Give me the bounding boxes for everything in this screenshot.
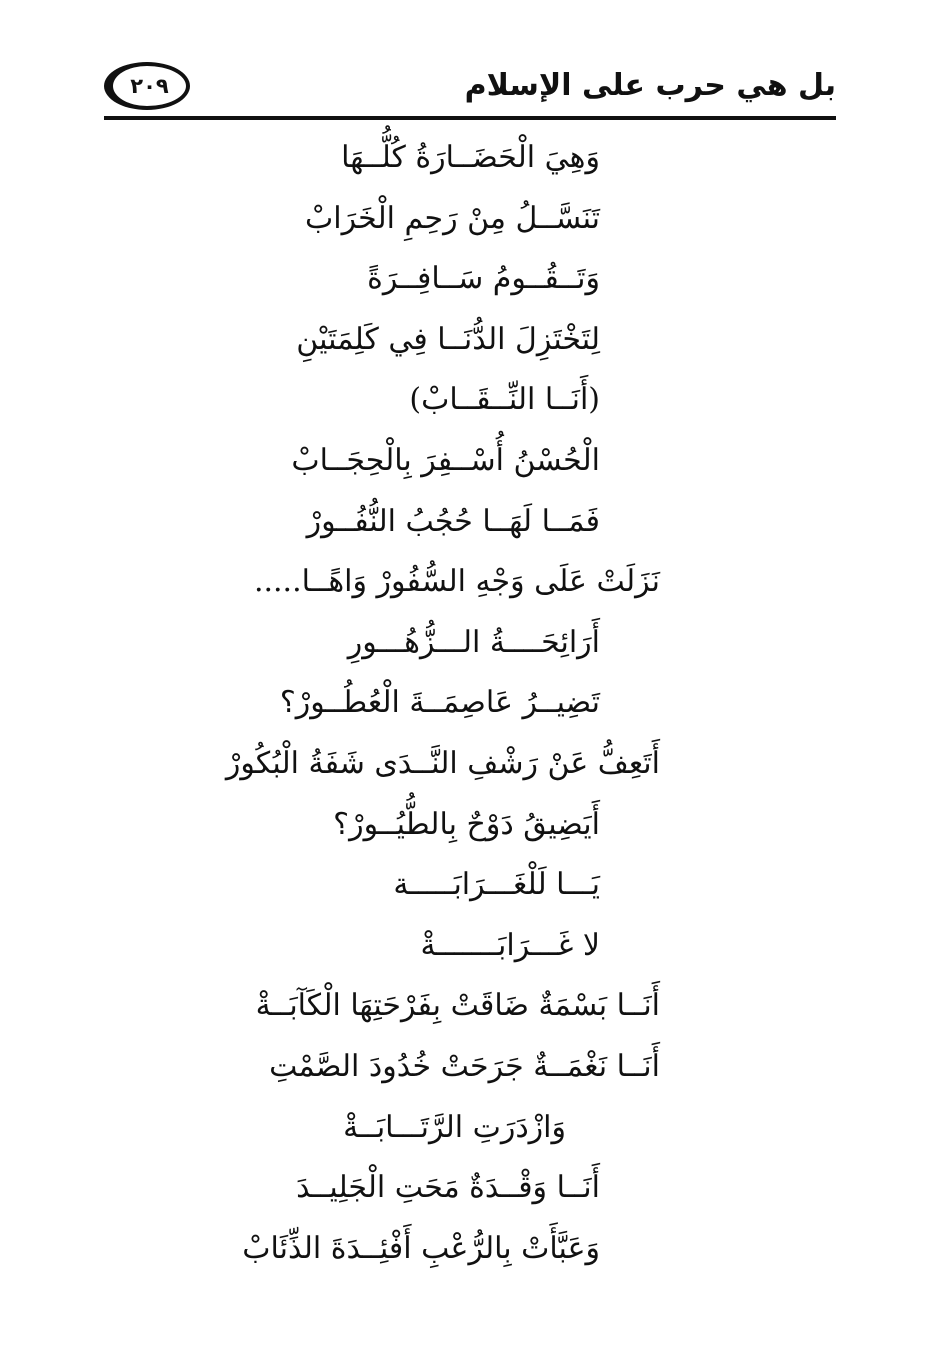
poem-verse: أَرَائِحَــــةُ الـــزُّهُـــورِ [347,624,600,660]
poem-verse: وَتَــقُــومُ سَــافِــرَةً [367,261,600,297]
header-rule [104,116,836,120]
page-header [104,56,836,120]
poem [225,128,660,1279]
running-title: بل هي حرب على الإسلام [464,68,836,103]
poem-verse: أَنَــا بَسْمَةٌ ضَاقَتْ بِفَرْحَتِهَا الْكَآبَــةْ [255,988,660,1024]
poem-verse: فَمَــا لَهَــا حُجُبُ النُّفُــورْ [306,503,600,539]
poem-verse: تَنَسَّــلُ مِنْ رَحِمِ الْخَرَابْ [305,200,600,236]
poem-verse: أَتَعِفُّ عَنْ رَشْفِ النَّــدَى شَفَةُ الْبُكُورْ [225,745,660,781]
poem-verse: لا غَـــرَابَـــــــةْ [420,927,600,963]
page-number-badge: ٢٠٩ [104,62,190,110]
poem-verse: الْحُسْنُ أُسْــفِرَ بِالْحِجَــابْ [291,442,600,478]
poem-verse: لِتَخْتَزِلَ الدُّنَــا فِي كَلِمَتَيْنِ [296,321,600,357]
poem-verse: يَـــا لَلْغَـــرَابَـــــة [393,867,600,903]
poem-verse: نَزَلَتْ عَلَى وَجْهِ السُّفُورْ وَاهًــا..... [253,564,660,600]
poem-verse: وَهِيَ الْحَضَــارَةُ كُلُّــهَا [341,140,600,175]
poem-verse: أَنَــا نَغْمَــةٌ جَرَحَتْ خُدُودَ الصَّمْتِ [269,1048,660,1084]
poem-verse: أَيَضِيقُ دَوْحٌ بِالطُّيُــورْ؟ [333,806,600,842]
poem-verse: تَضِيــرُ عَاصِمَــةَ الْعُطُــورْ؟ [279,685,600,721]
poem-verse: (أَنَــا النِّــقَــابْ) [409,382,600,418]
poem-verse: وَعَبَّأَتْ بِالرُّعْبِ أَفْئِــدَةَ الذِّئَابْ [242,1230,600,1266]
poem-verse: وَازْدَرَتِ الرَّتَـــابَــةْ [343,1109,566,1145]
poem-verse: أَنَــا وَقْــدَةٌ مَحَتِ الْجَلِيــدَ [296,1170,600,1206]
